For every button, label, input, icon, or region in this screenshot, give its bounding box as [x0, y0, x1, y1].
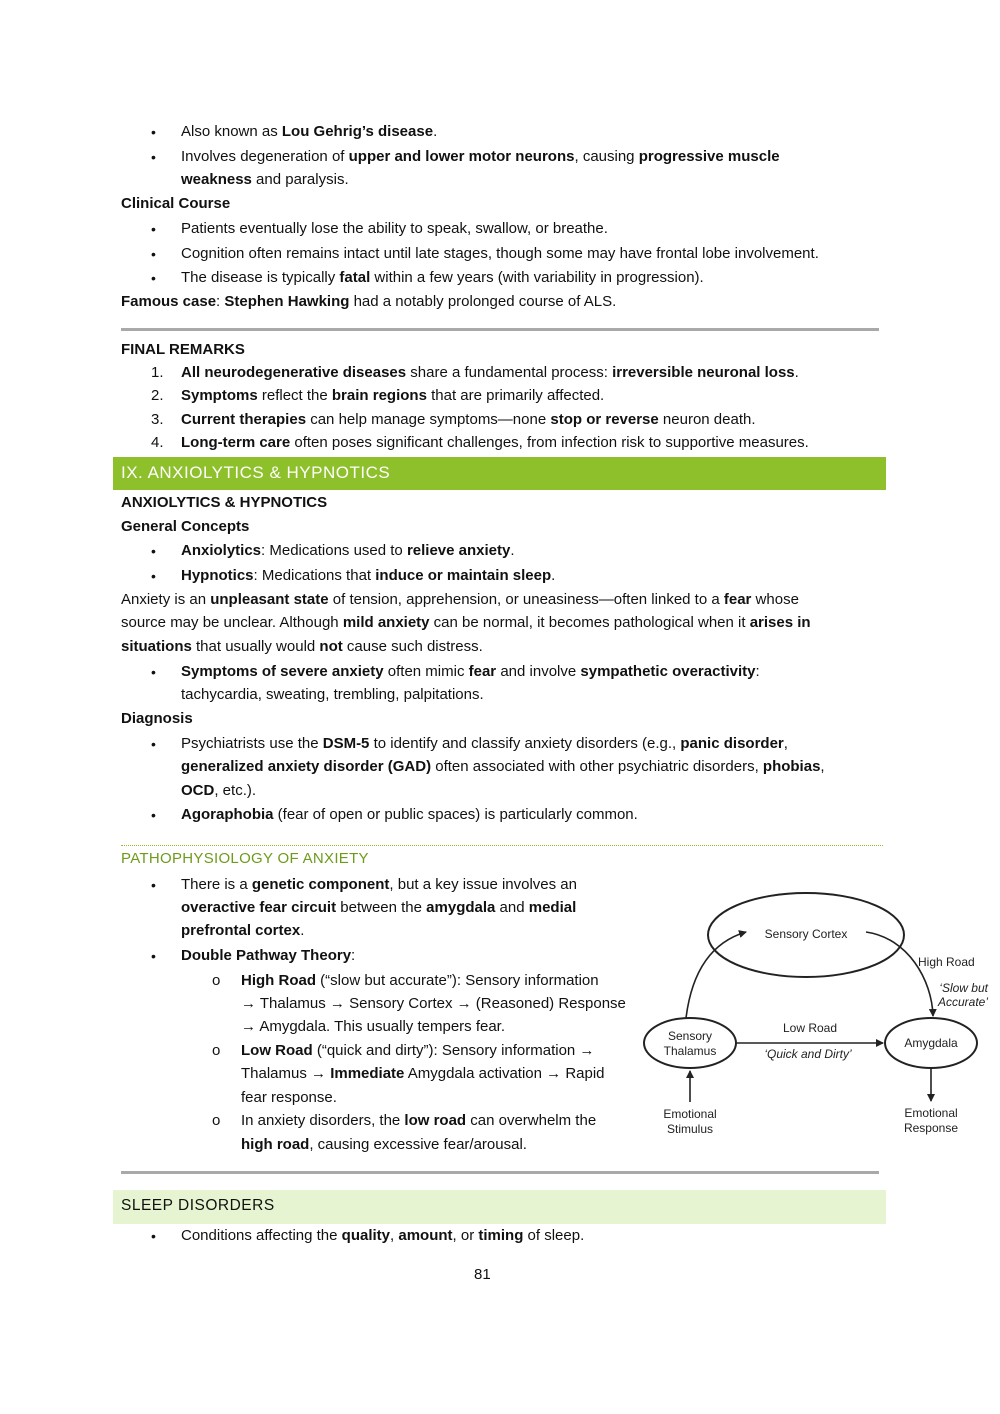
label-emotional-stimulus-1: Emotional	[663, 1107, 717, 1121]
sub-bullet: o	[212, 1112, 221, 1129]
bullet: •	[151, 149, 156, 165]
label-sensory: Sensory	[667, 1029, 713, 1043]
bullet: •	[151, 664, 156, 680]
low-road-line-3: fear response.	[241, 1089, 337, 1106]
symptoms-bullet-line-1: Symptoms of severe anxiety often mimic fear and involve sympathetic overactivity:	[181, 663, 760, 680]
label-emotional-stimulus-2: Stimulus	[666, 1122, 714, 1136]
label-thalamus: Thalamus	[663, 1044, 717, 1058]
general-bullet-2: Hypnotics: Medications that induce or maintain sleep.	[181, 567, 556, 584]
thalamus-to-cortex-arrow	[686, 932, 746, 1018]
anxiety-paragraph-line-3: situations that usually would not cause such distress.	[121, 638, 483, 655]
als-bullet-1: Also known as Lou Gehrig’s disease.	[181, 123, 438, 140]
famous-case: Famous case: Stephen Hawking had a notably prolonged course of ALS.	[121, 293, 617, 310]
sub-bullet: o	[212, 1042, 221, 1059]
als-bullet-2-line-2: weakness and paralysis.	[181, 171, 349, 188]
label-emotional-response-1: Emotional	[904, 1106, 958, 1120]
label-emotional-response-2: Response	[903, 1121, 959, 1135]
divider	[121, 328, 879, 331]
final-remarks-heading: FINAL REMARKS	[121, 341, 245, 358]
diagnosis-bullet-1-line-3: OCD, etc.).	[181, 782, 257, 799]
label-quick-dirty: ‘Quick and Dirty’	[764, 1047, 852, 1061]
clinical-bullet-2: Cognition often remains intact until late stages, though some may have frontal lobe involvement.	[181, 245, 819, 262]
anxiolytics-heading: ANXIOLYTICS & HYPNOTICS	[121, 494, 328, 511]
bullet: •	[151, 246, 156, 262]
list-number: 3.	[151, 411, 164, 428]
sleep-disorders-band	[113, 1190, 886, 1224]
high-road-line-1: High Road (“slow but accurate”): Sensory information	[241, 972, 599, 989]
final-item-3: Current therapies can help manage symptoms—none stop or reverse neuron death.	[181, 411, 756, 428]
bullet: •	[151, 807, 156, 823]
anxiety-disorders-line-1: In anxiety disorders, the low road can overwhelm the	[241, 1112, 597, 1129]
patho-bullet-1-line-1: There is a genetic component, but a key issue involves an	[181, 876, 577, 893]
clinical-bullet-3: The disease is typically fatal within a few years (with variability in progression).	[181, 269, 704, 286]
diagnosis-heading: Diagnosis	[121, 710, 193, 727]
clinical-course-heading: Clinical Course	[121, 195, 231, 212]
list-number: 4.	[151, 434, 164, 451]
bullet: •	[151, 877, 156, 893]
label-accurate: Accurate’	[937, 995, 988, 1009]
diagnosis-bullet-2: Agoraphobia (fear of open or public spaces) is particularly common.	[181, 806, 638, 823]
cortex-to-amygdala-arrow	[866, 932, 933, 1016]
sub-bullet: o	[212, 972, 221, 989]
bullet: •	[151, 736, 156, 752]
patho-bullet-1-line-2: overactive fear circuit between the amygdala and medial	[181, 899, 577, 916]
symptoms-bullet-line-2: tachycardia, sweating, trembling, palpitations.	[181, 686, 484, 703]
clinical-bullet-1: Patients eventually lose the ability to speak, swallow, or breathe.	[181, 220, 608, 237]
general-bullet-1: Anxiolytics: Medications used to relieve anxiety.	[181, 542, 515, 559]
sleep-bullet-1: Conditions affecting the quality, amount, or timing of sleep.	[181, 1227, 585, 1244]
double-pathway-theory: Double Pathway Theory:	[181, 947, 356, 964]
page-number: 81	[474, 1266, 491, 1283]
final-item-2: Symptoms reflect the brain regions that are primarily affected.	[181, 387, 605, 404]
anxiety-paragraph-line-1: Anxiety is an unpleasant state of tension, apprehension, or uneasiness—often linked to a fear whose	[121, 591, 799, 608]
high-road-line-3: → Amygdala. This usually tempers fear.	[241, 1018, 506, 1035]
list-number: 2.	[151, 387, 164, 404]
bullet: •	[151, 543, 156, 559]
bullet: •	[151, 568, 156, 584]
diagnosis-bullet-1-line-1: Psychiatrists use the DSM-5 to identify and classify anxiety disorders (e.g., panic disorder,	[181, 735, 788, 752]
list-number: 1.	[151, 364, 164, 381]
anxiety-disorders-line-2: high road, causing excessive fear/arousal.	[241, 1136, 527, 1153]
pathophysiology-heading: PATHOPHYSIOLOGY OF ANXIETY	[121, 850, 369, 867]
anxiety-paragraph-line-2: source may be unclear. Although mild anxiety can be normal, it becomes pathological when it arises in	[121, 614, 811, 631]
sleep-disorders-heading: SLEEP DISORDERS	[121, 1197, 275, 1214]
low-road-line-2: Thalamus → Immediate Amygdala activation → Rapid	[241, 1065, 605, 1082]
final-item-4: Long-term care often poses significant challenges, from infection risk to supportive measures.	[181, 434, 809, 451]
final-item-1: All neurodegenerative diseases share a fundamental process: irreversible neuronal loss.	[181, 364, 799, 381]
label-amygdala: Amygdala	[904, 1036, 958, 1050]
divider	[121, 1171, 879, 1174]
patho-bullet-1-line-3: prefrontal cortex.	[181, 922, 305, 939]
low-road-line-1: Low Road (“quick and dirty”): Sensory information →	[241, 1042, 595, 1059]
label-high-road: High Road	[918, 955, 975, 969]
fear-circuit-diagram	[640, 890, 995, 1155]
bullet: •	[151, 270, 156, 286]
section-title-band	[113, 457, 886, 490]
bullet: •	[151, 124, 156, 140]
general-concepts-heading: General Concepts	[121, 518, 250, 535]
diagnosis-bullet-1-line-2: generalized anxiety disorder (GAD) often associated with other psychiatric disorders, phobias,	[181, 758, 825, 775]
high-road-line-2: → Thalamus → Sensory Cortex → (Reasoned) Response	[241, 995, 626, 1012]
bullet: •	[151, 948, 156, 964]
label-slow-but: ‘Slow but	[939, 981, 988, 995]
bullet: •	[151, 221, 156, 237]
bullet: •	[151, 1228, 156, 1244]
sensory-thalamus-node	[644, 1018, 736, 1068]
label-sensory-cortex: Sensory Cortex	[764, 927, 848, 941]
label-low-road: Low Road	[782, 1021, 838, 1035]
dotted-divider	[121, 845, 883, 846]
als-bullet-2-line-1: Involves degeneration of upper and lower motor neurons, causing progressive muscle	[181, 148, 780, 165]
section-title: IX. ANXIOLYTICS & HYPNOTICS	[121, 463, 391, 482]
